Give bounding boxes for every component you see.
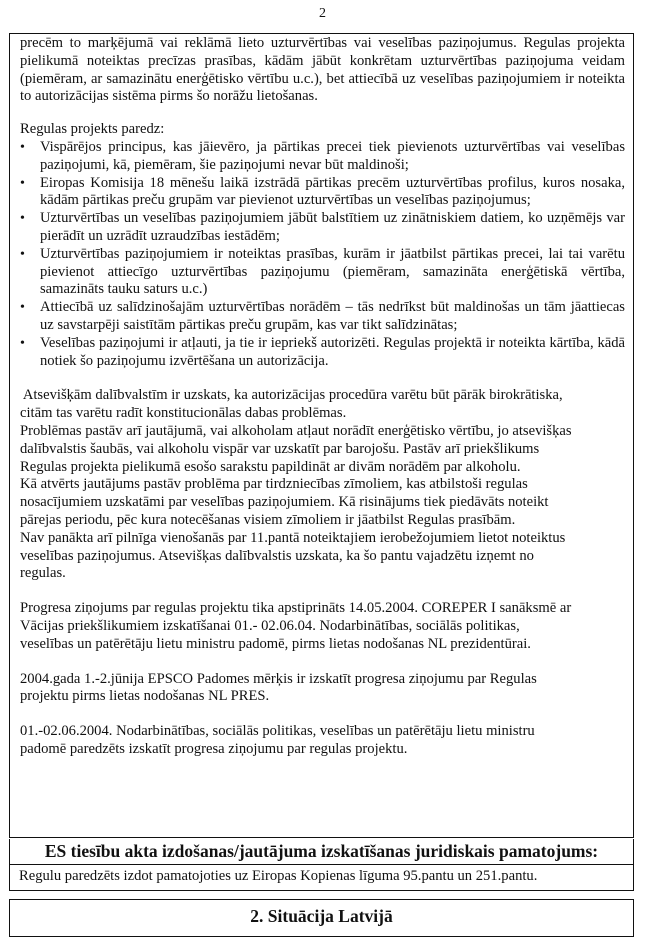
list-item: • Eiropas Komisija 18 mēnešu laikā izstrādā pārtikas precēm uzturvērtības profilus, kuros nosaka, kādām pārtikas preču grupām var pievienot uzturvērtības un veselības paziņojumus; (20, 175, 625, 211)
text-line: padomē paredzēts izskatīt progresa ziņojumu par regulas projektu. (20, 740, 408, 757)
legal-basis-text: Regulu paredzēts izdot pamatojoties uz Eiropas Kopienas līguma 95.pantu un 251.pantu. (9, 865, 634, 891)
text-line: Atsevišķām dalībvalstīm ir uzskats, ka autorizācijas procedūra varētu būt pārāk birokrātiska, (20, 387, 563, 404)
text-line: Problēmas pastāv arī jautājumā, vai alkoholam atļaut norādīt enerģētisko vērtību, jo atsevišķas (20, 422, 572, 439)
text-line: nosacījumiem uzskatāmi par veselības paziņojumiem. Kā risinājums tiek piedāvāts noteikt (20, 494, 549, 511)
epsco-paragraph (20, 671, 625, 707)
regulation-intro: Regulas projekts paredz: (20, 121, 165, 138)
legal-basis-heading: ES tiesību akta izdošanas/jautājuma izskatīšanas juridiskais pamatojums: (9, 839, 634, 865)
text-line: regulas. (20, 565, 66, 582)
text-line: veselības un patērētāju lietu ministru padomē, pirms lietas nodošanas NL prezidentūrai. (20, 635, 531, 652)
text-line: citām tas varētu radīt konstitucionālas dabas problēmas. (20, 405, 347, 422)
text-line: Kā atvērts jautājums pastāv problēma par tirdzniecības zīmoliem, kas atbilstoši regulas (20, 476, 528, 493)
page-number: 2 (319, 6, 326, 21)
text-line: pārejas periodu, pēc kura notecēšanas visiem zīmoliem ir jāatbilst Regulas prasībām. (20, 511, 516, 528)
member-state-paragraph (20, 387, 625, 583)
progress-report-paragraph (20, 600, 625, 653)
text-line: veselības paziņojumus. Atsevišķas dalībvalstis uzskata, ka šo pantu vajadzētu izņemt no (20, 547, 534, 564)
text-line: projektu pirms lietas nodošanas NL PRES. (20, 688, 270, 705)
council-paragraph (20, 723, 625, 759)
document-body (9, 33, 634, 838)
text-line: 01.-02.06.2004. Nodarbinātības, sociālās politikas, veselības un patērētāju lietu ministru (20, 723, 535, 740)
section-heading: 2. Situācija Latvijā (9, 899, 634, 937)
list-item: • Attiecībā uz salīdzinošajām uzturvērtības norādēm – tās nedrīkst būt maldinošas un tām jāattiecas uz savstarpēji saistītām pārtikas preču grupām, kas var tikt salīdzinātas; (20, 299, 625, 335)
text-line: Vācijas priekšlikumiem izskatīšanai 01.- 02.06.04. Nodarbinātības, sociālās politikas, (20, 617, 520, 634)
list-item: • Vispārējos principus, kas jāievēro, ja pārtikas precei tiek pievienots uzturvērtības vai veselības paziņojumi, kā, piemēram, šie paziņojumi nevar būt maldinoši; (20, 139, 625, 175)
text-line: dalībvalstis šaubās, vai alkoholu vispār var uzskatīt par barojošu. Pastāv arī priekšlikums (20, 440, 540, 457)
list-item: • Veselības paziņojumi ir atļauti, ja tie ir iepriekš autorizēti. Regulas projektā ir noteikta kārtība, kādā notiek šo paziņojumu izvērtēšana un autorizācija. (20, 335, 625, 371)
list-item: • Uzturvērtības un veselības paziņojumiem jābūt balstītiem uz zinātniskiem datiem, ko uzņēmējs var pierādīt un uzrādīt uzraudzības iestādēm; (20, 210, 625, 246)
text-line: Nav panākta arī pilnīga vienošanās par 11.pantā noteiktajiem ierobežojumiem lietot noteiktus (20, 529, 566, 546)
list-item: • Uzturvērtības paziņojumiem ir noteiktas prasības, kurām ir jāatbilst pārtikas precei, lai tai varētu pievienot attiecīgo uzturvērtības paziņojumu (piemēram, samazināta enerģētiskā vērtība, samazināts tauku saturs u.c.) (20, 246, 625, 299)
text-line: 2004.gada 1.-2.jūnija EPSCO Padomes mērķis ir izskatīt progresa ziņojumu par Regulas (20, 670, 537, 687)
provisions-list (20, 139, 625, 370)
intro-paragraph: precēm to marķējumā vai reklāmā lieto uzturvērtības vai veselības paziņojumus. Regulas projekta pielikumā noteiktas precīzas prasības, kādām jābūt konkrētam uzturvērtības paziņojuma veidam (piemēram, ar samazinātu enerģētisko vērtību u.c.), bet attiecībā uz veselības paziņojumiem ir noteikta to autorizācijas sistēma pirms šo norāžu lietošanas. (20, 35, 625, 105)
text-line: Progresa ziņojums par regulas projektu tika apstiprināts 14.05.2004. COREPER I sanāksmē ar (20, 600, 572, 617)
text-line: Regulas projekta pielikumā esošo sarakstu papildināt ar divām norādēm par alkoholu. (20, 458, 521, 475)
